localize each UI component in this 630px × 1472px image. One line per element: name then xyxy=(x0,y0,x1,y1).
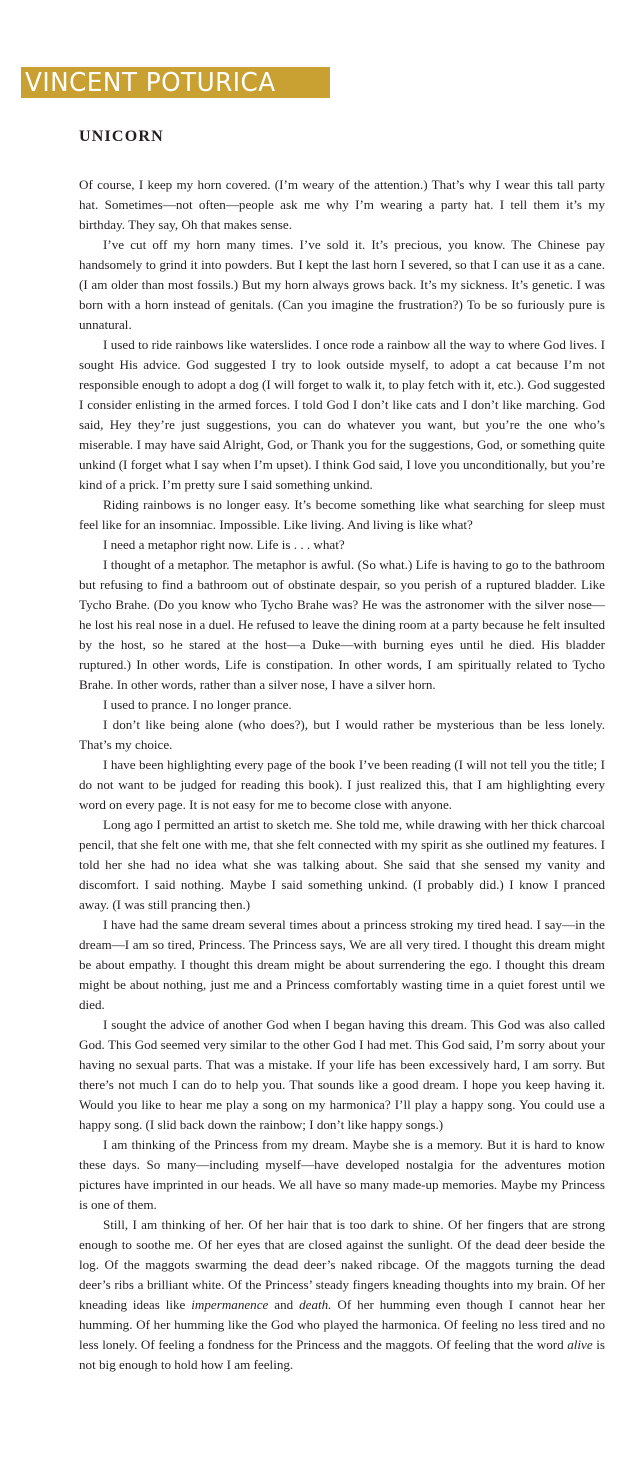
story-paragraph xyxy=(79,555,605,695)
paragraph-text: I don’t like being alone (who does?), but I would rather be mysterious than be less lonely. That’s my choice. xyxy=(79,717,605,752)
paragraph-text: I thought of a metaphor. The metaphor is awful. (So what.) Life is having to go to the bathroom but refusing to find a bathroom out of obstinate despair, so you perish of a ruptured bladder. Like Tycho Brahe. (Do you know who Tycho Brahe was? He was the astronomer with the silver nose—he lost his real nose in a duel. He refused to leave the dining room at a party because he felt insulted by the host, so he stared at the host—a Duke—with burning eyes until he died. His bladder ruptured.) In other words, Life is constipation. In other words, I am spiritually related to Tycho Brahe. In other words, rather than a silver nose, I have a silver horn. xyxy=(79,557,605,692)
paragraph-text: I used to prance. I no longer prance. xyxy=(103,697,292,712)
story-paragraph xyxy=(79,715,605,755)
story-title: UNICORN xyxy=(79,128,164,145)
story-paragraph xyxy=(79,495,605,535)
italic-text: alive xyxy=(567,1337,593,1352)
paragraph-text: I am thinking of the Princess from my dream. Maybe she is a memory. But it is hard to know these days. So many—including myself—have developed nostalgia for the adventures motion pictures have imprinted in our heads. We all have so many made-up memories. Maybe my Princess is one of them. xyxy=(79,1137,605,1212)
paragraph-text: Of her humming even though I cannot hear her humming. Of her humming like the God who played the harmonica. Of feeling no less tired and no less lonely. Of feeling a fondness for the Princess and the maggots. Of feeling that the word xyxy=(79,1297,605,1352)
story-paragraph xyxy=(79,335,605,495)
paragraph-text: and xyxy=(268,1297,300,1312)
story-paragraph xyxy=(79,235,605,335)
paragraph-text: I need a metaphor right now. Life is . . . what? xyxy=(103,537,345,552)
author-banner xyxy=(21,67,330,98)
paragraph-text: Long ago I permitted an artist to sketch me. She told me, while drawing with her thick charcoal pencil, that she felt one with me, that she felt connected with my spirit as she outlined my features. I told her she had no idea what she was talking about. She said that she sensed my vanity and discomfort. I said nothing. Maybe I said something unkind. (I probably did.) I know I pranced away. (I was still prancing then.) xyxy=(79,817,605,912)
paragraph-text: Still, I am thinking of her. Of her hair that is too dark to shine. Of her fingers that are strong enough to soothe me. Of her eyes that are closed against the sunlight. Of the dead deer beside the log. Of the maggots swarming the dead deer’s naked ribcage. Of the maggots turning the dead deer’s ribs a brilliant white. Of the Princess’ steady fingers kneading thoughts into my brain. Of her kneading ideas like xyxy=(79,1217,605,1312)
paragraph-text: I have been highlighting every page of the book I’ve been reading (I will not tell you the title; I do not want to be judged for reading this book). I just realized this, that I am highlighting every word on every page. It is not easy for me to become close with anyone. xyxy=(79,757,605,812)
paragraph-text: I have had the same dream several times about a princess stroking my tired head. I say—in the dream—I am so tired, Princess. The Princess says, We are all very tired. I thought this dream might be about empathy. I thought this dream might be about surrendering the ego. I thought this dream might be about nothing, just me and a Princess comfortably wasting time in a quiet forest until we died. xyxy=(79,917,605,1012)
author-name: VINCENT POTURICA xyxy=(25,67,276,98)
italic-text: impermanence xyxy=(191,1297,269,1312)
story-paragraph xyxy=(79,695,605,715)
paragraph-text: Riding rainbows is no longer easy. It’s become something like what searching for sleep must feel like for an insomniac. Impossible. Like living. And living is like what? xyxy=(79,497,605,532)
story-paragraph xyxy=(79,815,605,915)
story-paragraph xyxy=(79,755,605,815)
story-paragraph xyxy=(79,915,605,1015)
story-paragraph xyxy=(79,1215,605,1375)
paragraph-text: I’ve cut off my horn many times. I’ve sold it. It’s precious, you know. The Chinese pay handsomely to grind it into powders. But I kept the last horn I severed, so that I can use it as a cane. (I am older than most fossils.) But my horn always grows back. It’s my sickness. It’s genetic. I was born with a horn instead of genitals. (Can you imagine the frustration?) To be so furiously pure is unnatural. xyxy=(79,237,605,332)
story-paragraph xyxy=(79,535,605,555)
story-paragraph xyxy=(79,1135,605,1215)
paragraph-text: I sought the advice of another God when I began having this dream. This God was also called God. This God seemed very similar to the other God I had met. This God said, I’m sorry about your having no sexual parts. That was a mistake. If your life has been excessively hard, I am sorry. But there’s not much I can do to help you. That sounds like a good dream. I hope you keep having it. Would you like to hear me play a song on my harmonica? I’ll play a happy song. You could use a happy song. (I slid back down the rainbow; I don’t like happy songs.) xyxy=(79,1017,605,1132)
paragraph-text: Of course, I keep my horn covered. (I’m weary of the attention.) That’s why I wear this tall party hat. Sometimes—not often—people ask me why I’m wearing a party hat. I tell them it’s my birthday. They say, Oh that makes sense. xyxy=(79,177,605,232)
italic-text: death. xyxy=(299,1297,332,1312)
story-paragraph xyxy=(79,175,605,235)
story-paragraph xyxy=(79,1015,605,1135)
paragraph-text: I used to ride rainbows like waterslides. I once rode a rainbow all the way to where God lives. I sought His advice. God suggested I try to look outside myself, to adopt a cat because I’m not responsible enough to adopt a dog (I will forget to walk it, to play fetch with it, etc.). God suggested I consider enlisting in the armed forces. I told God I don’t like cats and I don’t like marching. God said, Hey they’re just suggestions, you can do whatever you want, but you’re the one who’s miserable. I may have said Alright, God, or Thank you for the suggestions, God, or something quite unkind (I forget what I say when I’m upset). I think God said, I love you unconditionally, but you’re kind of a prick. I’m pretty sure I said something unkind. xyxy=(79,337,605,492)
story-body xyxy=(79,175,605,1375)
paragraph-text: is not big enough to hold how I am feeling. xyxy=(79,1337,605,1372)
